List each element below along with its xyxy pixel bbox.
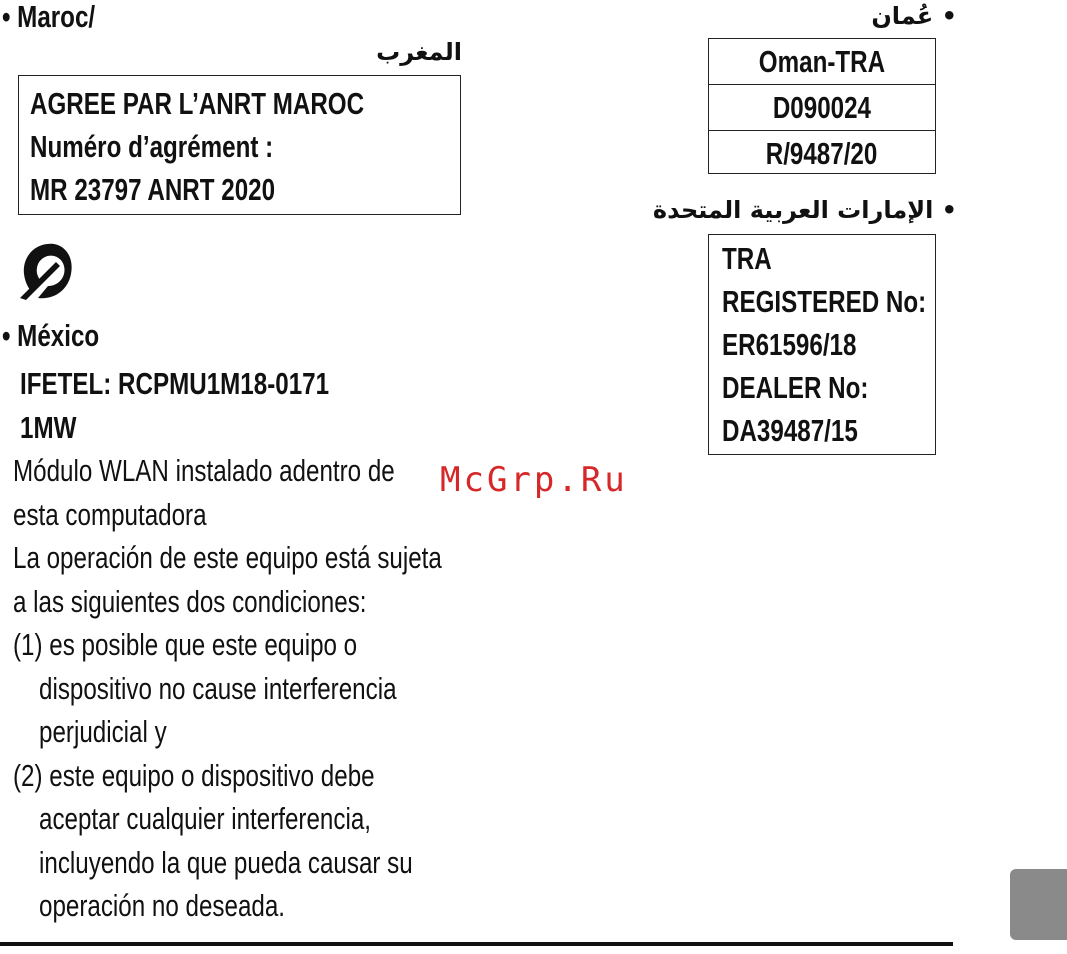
uae-box-line: REGISTERED No: xyxy=(722,284,927,319)
morocco-approval-box xyxy=(18,75,461,215)
mexico-condition-2: (2) este equipo o dispositivo debe xyxy=(13,757,375,793)
uae-box-line: DEALER No: xyxy=(722,370,869,405)
uae-box-line: ER61596/18 xyxy=(722,327,857,362)
uae-approval-box xyxy=(708,234,936,455)
morocco-box-line: AGREE PAR L’ANRT MAROC xyxy=(30,86,365,121)
oman-heading: • عُمان xyxy=(871,2,957,30)
oman-approval-table xyxy=(708,38,936,174)
uae-heading: • الإمارات العربية المتحدة xyxy=(652,196,957,224)
morocco-heading: • Maroc/ xyxy=(2,0,96,34)
mexico-text-line: aceptar cualquier interferencia, xyxy=(39,801,371,836)
mexico-power-line: 1MW xyxy=(20,409,77,445)
mexico-text-line: operación no deseada. xyxy=(39,888,286,923)
bottom-rule xyxy=(0,942,953,946)
uae-box-line: TRA xyxy=(722,241,772,276)
uae-box-line: DA39487/15 xyxy=(722,413,858,448)
oman-row: Oman-TRA xyxy=(709,39,935,85)
morocco-arabic-heading: المغرب xyxy=(376,38,462,66)
mexico-text-line: Módulo WLAN instalado adentro de xyxy=(13,453,395,488)
mexico-text-line: perjudicial y xyxy=(39,714,167,749)
mexico-body-text xyxy=(13,449,563,928)
mexico-ifetel-line: IFETEL: RCPMU1M18-0171 xyxy=(20,366,330,401)
mexico-ifetel-block xyxy=(20,362,416,449)
mexico-text-line: dispositivo no cause interferencia xyxy=(39,670,397,706)
watermark-text: McGrp.Ru xyxy=(440,460,628,500)
morocco-box-line: MR 23797 ANRT 2020 xyxy=(30,172,276,207)
mexico-text-line: La operación de este equipo está sujeta xyxy=(13,540,442,575)
mexico-text-line: a las siguientes dos condiciones: xyxy=(13,583,367,619)
ift-mexico-logo-icon xyxy=(16,238,74,302)
mexico-text-line: esta computadora xyxy=(13,496,207,532)
morocco-box-line: Numéro d’agrément : xyxy=(30,129,274,164)
page-tab-marker xyxy=(1010,869,1067,940)
mexico-text-line: incluyendo la que pueda causar su xyxy=(39,844,413,880)
oman-row: D090024 xyxy=(709,85,935,131)
oman-row: R/9487/20 xyxy=(766,136,878,171)
mexico-heading: • México xyxy=(2,318,100,353)
mexico-condition-1: (1) es posible que este equipo o xyxy=(13,627,358,662)
